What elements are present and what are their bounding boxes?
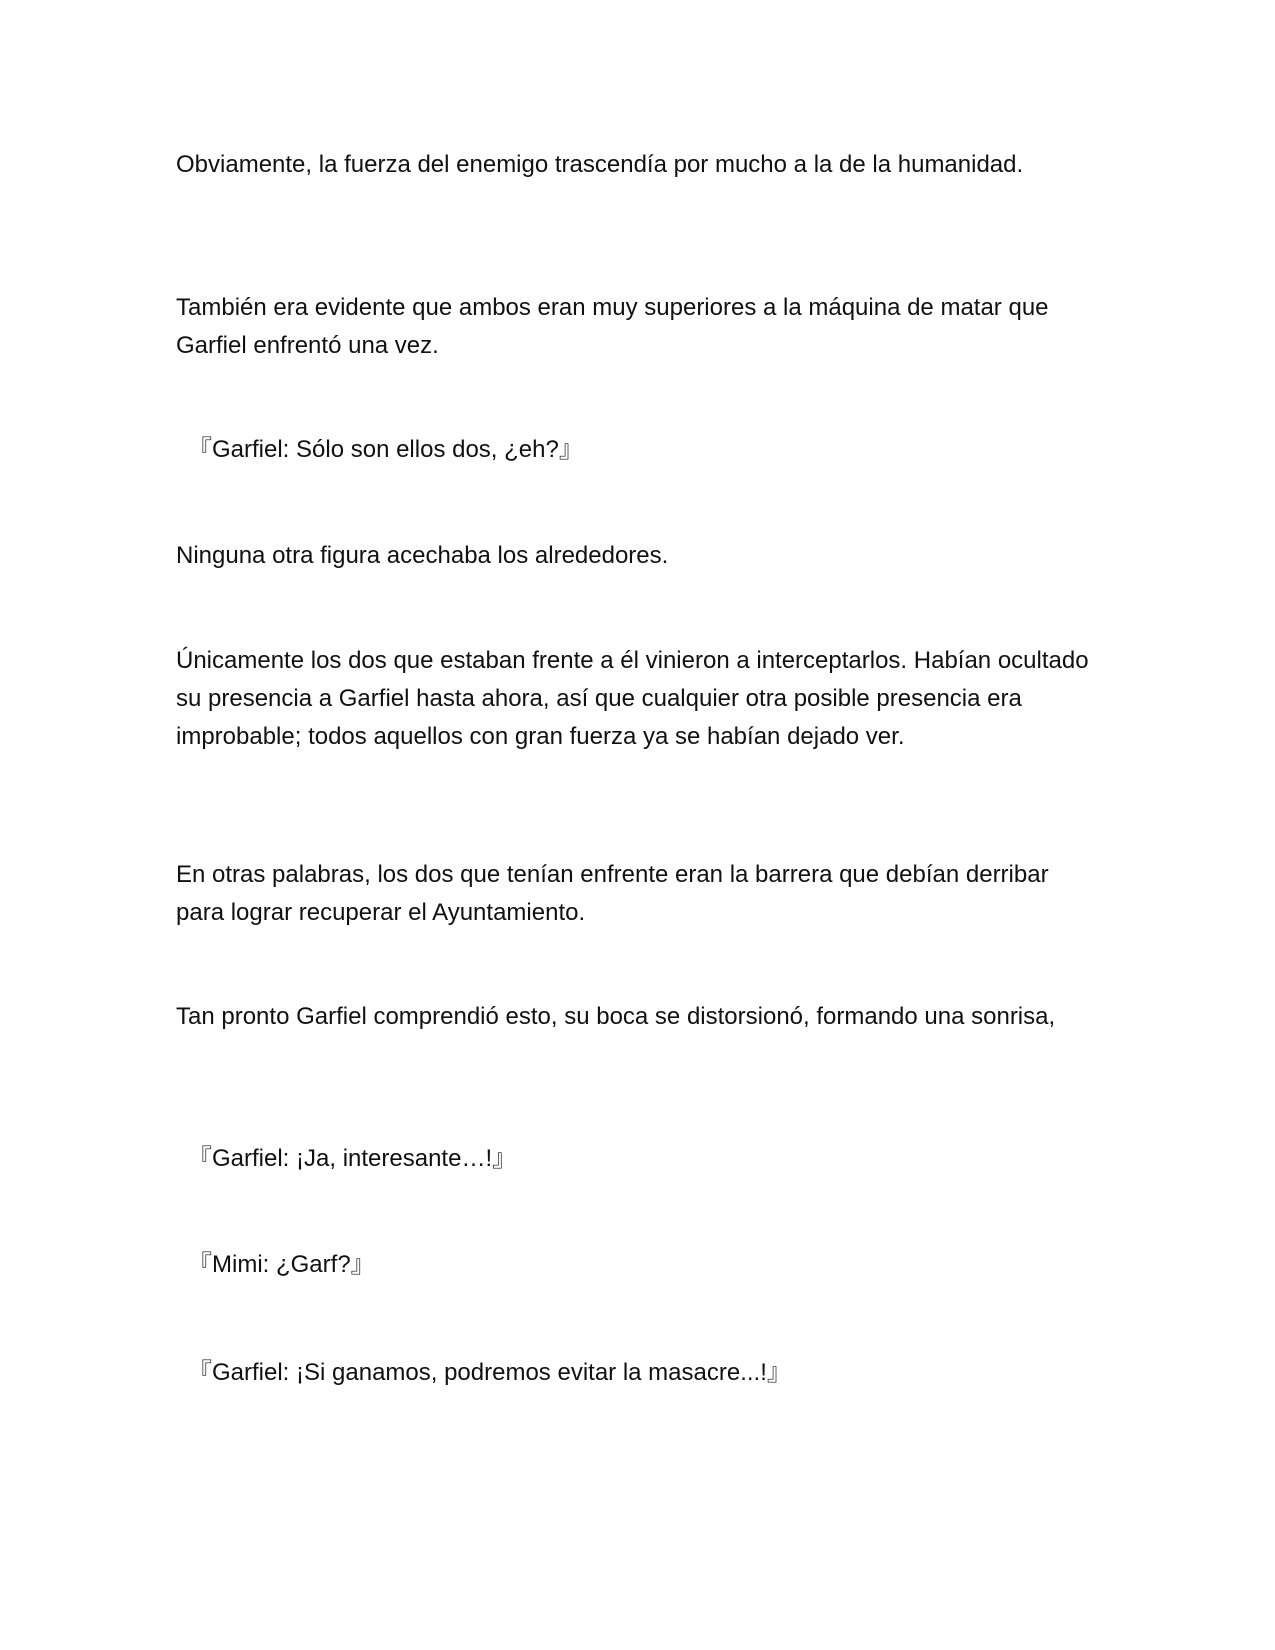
paragraph-narration: En otras palabras, los dos que tenían enfrente eran la barrera que debían derribar para lograr recuperar el Ayuntamiento.: [176, 861, 1049, 926]
dialogue-line: 『Garfiel: ¡Si ganamos, podremos evitar la masacre...!』: [188, 1359, 791, 1386]
paragraph-narration: Ninguna otra figura acechaba los alrededores.: [176, 542, 669, 569]
dialogue-line: 『Garfiel: ¡Ja, interesante…!』: [188, 1145, 517, 1172]
paragraph-narration: Únicamente los dos que estaban frente a él vinieron a interceptarlos. Habían ocultado su presencia a Garfiel hasta ahora, así que cualquier otra posible presencia era improbable; todos aquellos con gran fuerza ya se habían dejado ver.: [176, 647, 1089, 750]
dialogue-line: 『Garfiel: Sólo son ellos dos, ¿eh?』: [188, 436, 583, 463]
paragraph-narration: Tan pronto Garfiel comprendió esto, su boca se distorsionó, formando una sonrisa,: [176, 1003, 1056, 1030]
paragraph-narration: También era evidente que ambos eran muy superiores a la máquina de matar que Garfiel enfrentó una vez.: [176, 294, 1049, 359]
dialogue-line: 『Mimi: ¿Garf?』: [188, 1251, 375, 1278]
paragraph-narration: Obviamente, la fuerza del enemigo trascendía por mucho a la de la humanidad.: [176, 151, 1024, 178]
